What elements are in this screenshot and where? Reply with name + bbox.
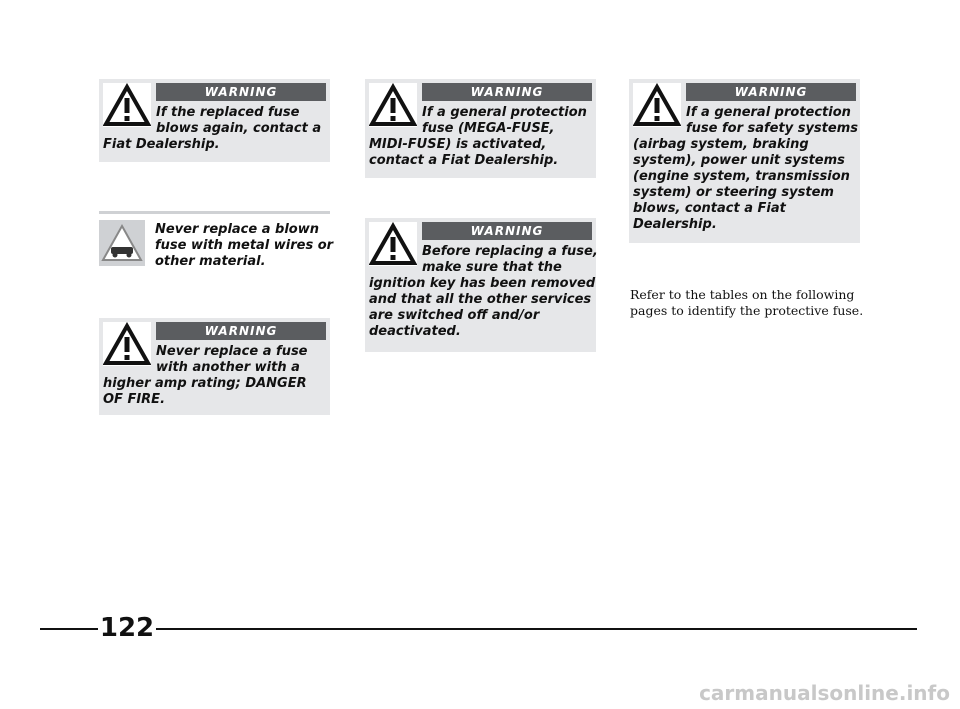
warning-label: WARNING xyxy=(422,222,592,240)
warning-text: If a general protection fuse for safety systems (airbag system, braking system), power unit systems (engine system, transmission system) or steering system blows, contact a Fiat Dealership. xyxy=(633,105,858,232)
footer-rule-right xyxy=(156,628,917,630)
warning-label: WARNING xyxy=(156,83,326,101)
warning-label: WARNING xyxy=(686,83,856,101)
warning-box-replaced-fuse xyxy=(99,79,330,162)
warning-box-amp-rating xyxy=(99,318,330,415)
car-note-icon xyxy=(99,220,145,266)
footer-rule-left xyxy=(40,628,98,630)
warning-label: WARNING xyxy=(156,322,326,340)
note-text: Never replace a blown fuse with metal wires or other material. xyxy=(155,222,334,269)
warning-box-before-replacing xyxy=(365,218,596,352)
note-box-metal-wires xyxy=(99,211,334,275)
warning-label: WARNING xyxy=(422,83,592,101)
warning-box-safety-systems xyxy=(629,79,860,243)
warning-text: If the replaced fuse blows again, contact a Fiat Dealership. xyxy=(103,105,322,152)
warning-text: Never replace a fuse with another with a higher amp rating; DANGER OF FIRE. xyxy=(103,344,308,407)
warning-box-mega-fuse xyxy=(365,79,596,178)
watermark: carmanualsonline.info xyxy=(699,681,950,705)
page-number: 122 xyxy=(99,613,155,643)
warning-text: If a general protection fuse (MEGA-FUSE, MIDI-FUSE) is activated, contact a Fiat Dealership. xyxy=(369,105,587,168)
reference-text: Refer to the tables on the following pages to identify the protective fuse. xyxy=(630,287,864,318)
warning-text: Before replacing a fuse, make sure that the ignition key has been removed and that all the other services are switched off and/or deactivated. xyxy=(369,244,598,339)
